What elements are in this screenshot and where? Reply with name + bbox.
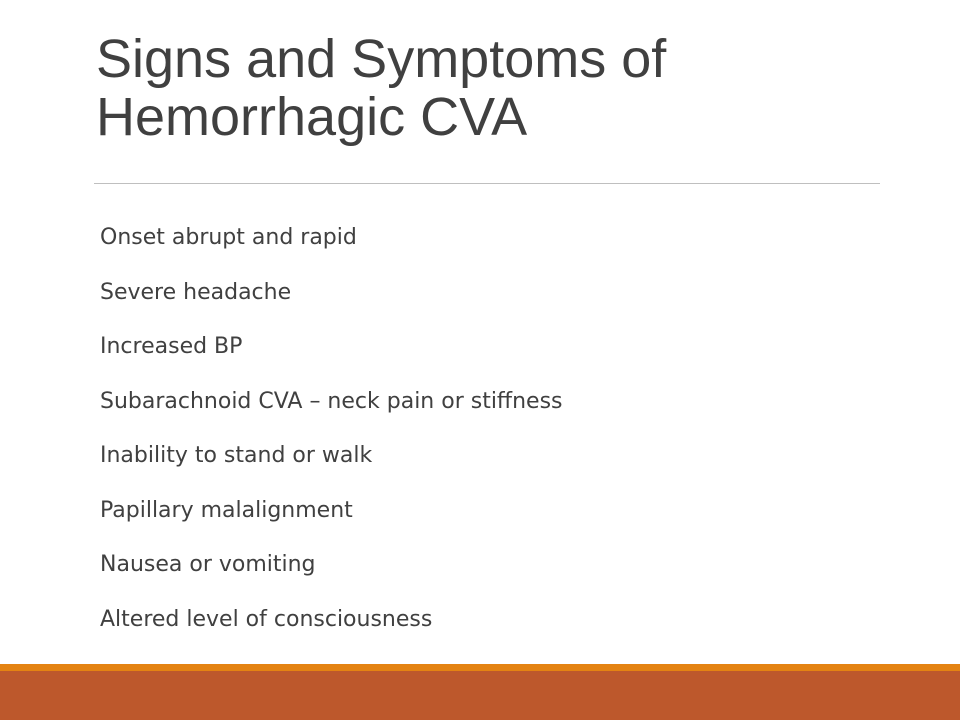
bullet-item: Subarachnoid CVA – neck pain or stiffness (100, 388, 563, 414)
bullet-item: Increased BP (100, 334, 243, 359)
bullet-item: Inability to stand or walk (100, 443, 373, 468)
bullet-item: Papillary malalignment (100, 497, 353, 523)
title-divider (94, 183, 880, 184)
bullet-item: Severe headache (100, 279, 292, 305)
slide-title-line-1: Signs and Symptoms of (96, 29, 667, 89)
slide-title-line-2: Hemorrhagic CVA (96, 87, 528, 147)
bullet-item: Nausea or vomiting (100, 552, 316, 577)
bullet-item: Onset abrupt and rapid (100, 225, 357, 250)
bullet-list (100, 224, 563, 633)
footer-accent-stripe (0, 664, 960, 671)
footer-band (0, 671, 960, 720)
bullet-item: Altered level of consciousness (100, 606, 433, 632)
slide-title (96, 30, 876, 146)
